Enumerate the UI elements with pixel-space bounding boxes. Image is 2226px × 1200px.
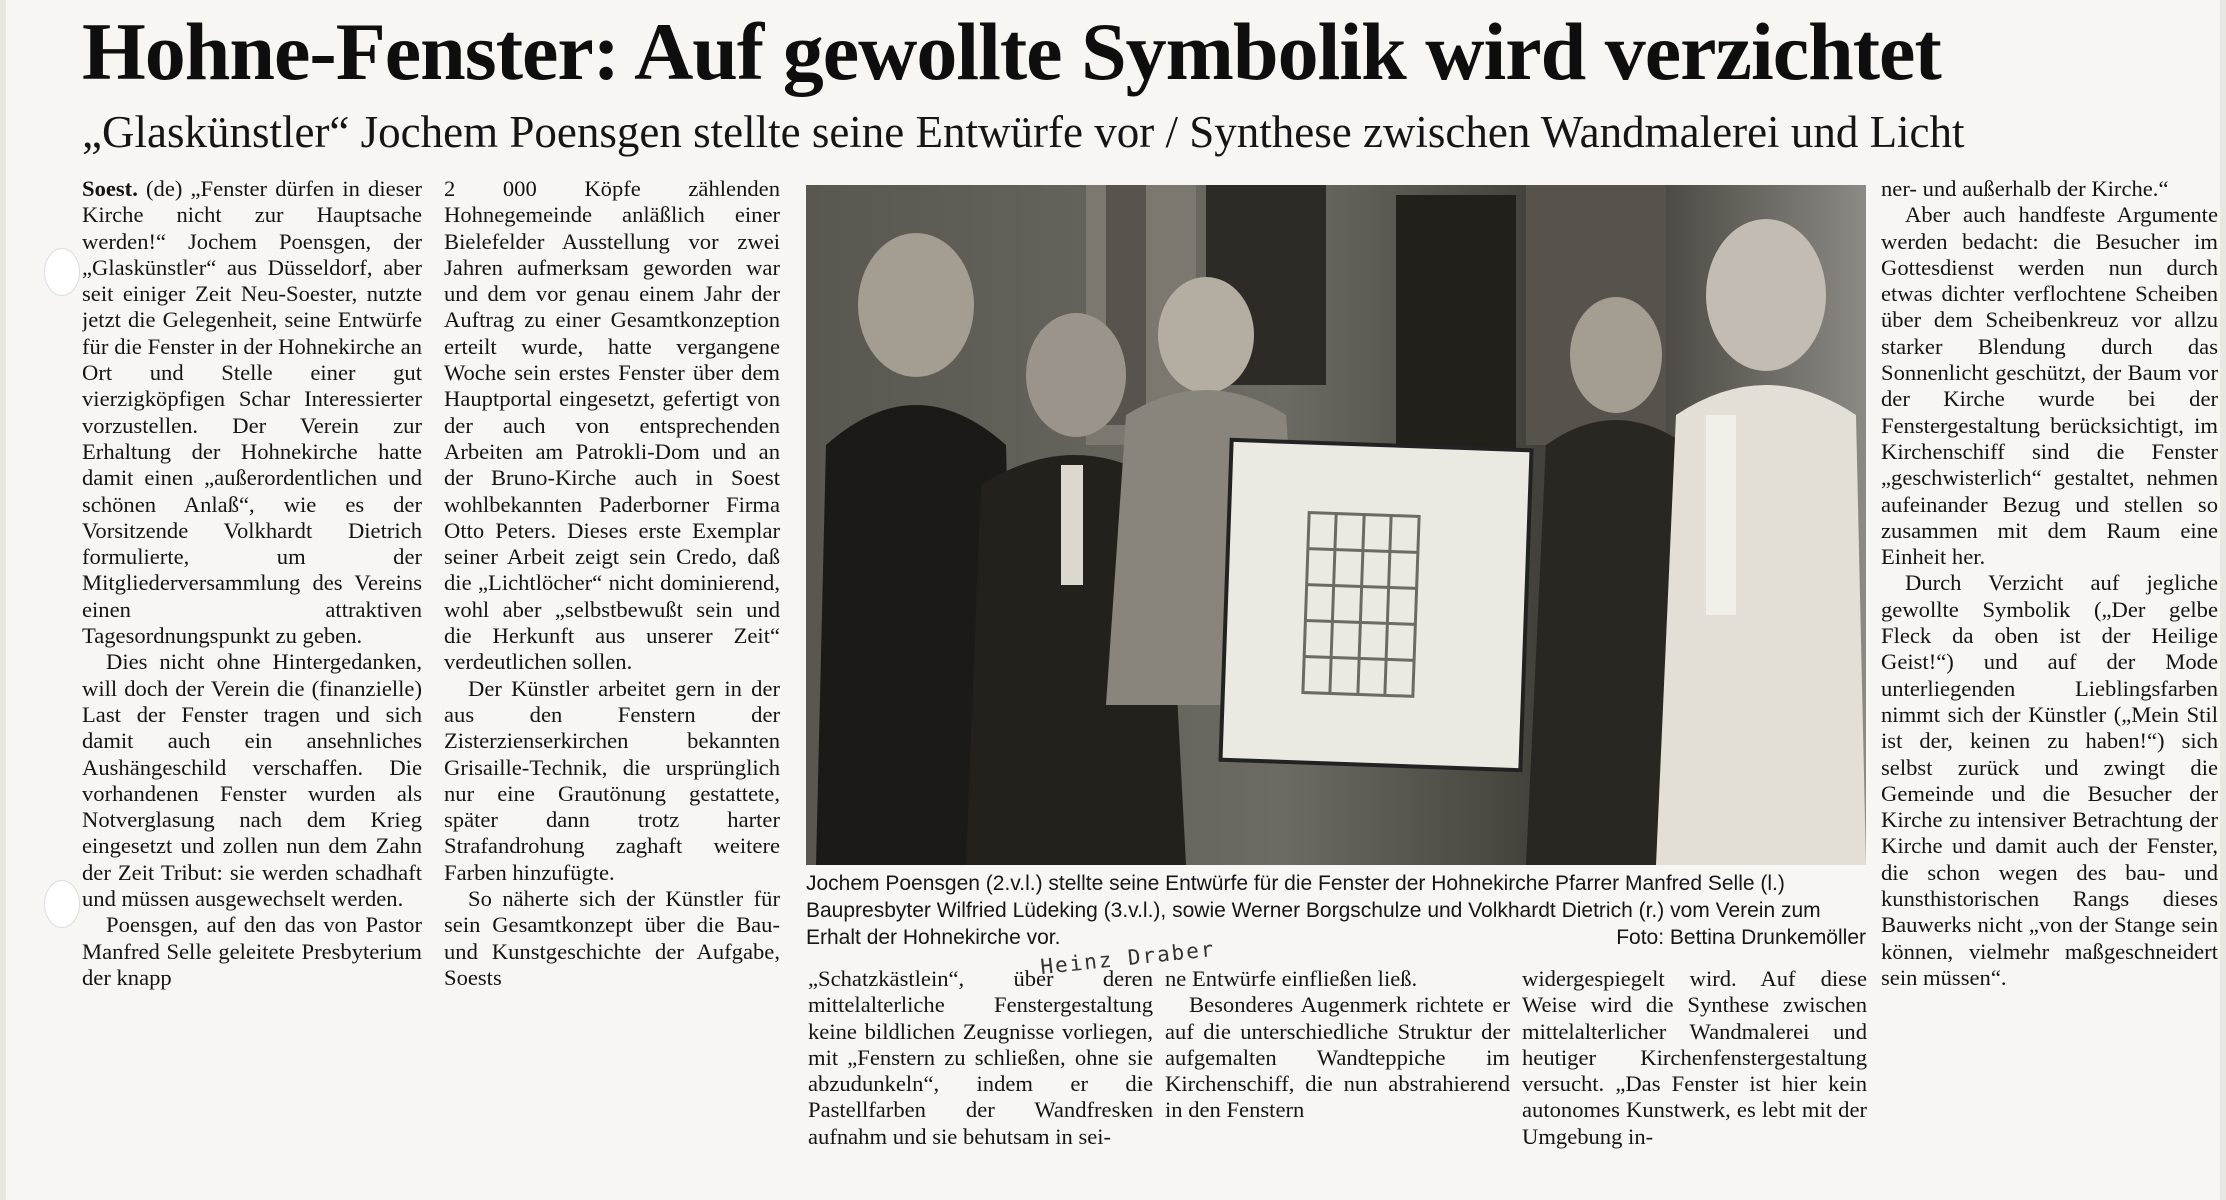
photo-credit: Foto: Bettina Drunkemöller <box>1616 926 1866 949</box>
article-column-1 <box>82 176 422 1186</box>
paragraph: Durch Verzicht auf jegliche gewollte Symbolik („Der gelbe Fleck da oben ist der Heilige Geist!“) und auf der Mode unterliegenden Lieblingsfarben nimmt sich der Künstler („Mein Stil ist der, keinen zu haben!“) sich selbst zurück und zwingt die Gemeinde und die Besucher der Kirche zu intensiver Betrachtung der Kirche und damit auch der Fenster, die schon wegen des bau- und kunsthistorischen Rangs dieses Bauwerks nicht „von der Stange sein können, vielmehr maßgeschneidert sein müssen“. <box>1881 570 2218 990</box>
article-column-6 <box>1881 176 2218 1186</box>
handwritten-note: Heinz Draber <box>1039 936 1217 980</box>
article-column-2 <box>444 176 780 1186</box>
right-edge <box>2220 0 2226 1200</box>
dateline: Soest. <box>82 176 138 201</box>
paragraph <box>82 176 422 649</box>
article-column-3 <box>808 966 1153 1186</box>
subheadline: „Glaskünstler“ Jochem Poensgen stellte seine Entwürfe vor / Synthese zwischen Wandmalerei und Licht <box>82 107 1965 157</box>
paragraph: Aber auch handfeste Argumente werden bedacht: die Besucher im Gottesdienst werden nun durch etwas dichter verflochtene Scheiben über dem Scheibenkreuz vor allzu starker Blendung durch das Sonnenlicht geschützt, der Baum vor der Kirche wurde bei der Fenstergestaltung berücksichtigt, im Kirchenschiff sind die Fenster „geschwisterlich“ gestaltet, nehmen aufeinander Bezug und stellen so zusammen mit dem Raum eine Einheit her. <box>1881 202 2218 570</box>
paragraph-text: (de) „Fenster dürfen in dieser Kirche nicht zur Hauptsache werden!“ Jochem Poensgen, der „Glaskünstler“ aus Düsseldorf, aber seit einiger Zeit Neu-Soester, nutzte jetzt die Gelegenheit, seine Entwürfe für die Fenster in der Hohnekirche an Ort und Stelle einer gut vierzigköpfigen Schar Interessierter vorzustellen. Der Verein zur Erhaltung der Hohnekirche hatte damit einen „außerordentlichen und schönen Anlaß“, wie es der Vorsitzende Volkhardt Dietrich formulierte, um der Mitgliederversammlung des Vereins einen attraktiven Tagesordnungspunkt zu geben. <box>82 176 422 649</box>
photo-caption <box>806 870 1866 951</box>
left-edge <box>0 0 6 1200</box>
paragraph: Dies nicht ohne Hintergedanken, will doch der Verein die (finanzielle) Last der Fenster tragen und sich damit auch ein ansehnliches Aushängeschild verschaffen. Die vorhandenen Fenster wurden als Notverglasung nach dem Krieg eingesetzt und zollen nun dem Zahn der Zeit Tribut: sie werden schadhaft und müssen ausgewechselt werden. <box>82 649 422 912</box>
paragraph: So näherte sich der Künstler für sein Gesamtkonzept über die Bau- und Kunstgeschichte der Aufgabe, Soests <box>444 886 780 990</box>
caption-text: Jochem Poensgen (2.v.l.) stellte seine Entwürfe für die Fenster der Hohnekirche Pfarrer Manfred Selle (l.) Baupresbyter Wilfried Lüdeking (3.v.l.), sowie Werner Borgschulze und Volkhardt Dietrich (r.) vom Verein zum Erhalt der Hohnekirche vor. <box>806 872 1821 949</box>
punch-hole-top <box>44 248 80 296</box>
article-photo <box>806 185 1866 865</box>
paragraph: 2 000 Köpfe zählenden Hohnegemeinde anläßlich einer Bielefelder Ausstellung vor zwei Jahren aufmerksam geworden war und dem vor genau einem Jahr der Auftrag zu einer Gesamtkonzeption erteilt wurde, hatte vergangene Woche sein erstes Fenster über dem Hauptportal eingesetzt, gefertigt von der auch von entsprechenden Arbeiten am Patrokli-Dom und an der Bruno-Kirche auch in Soest wohlbekannten Paderborner Firma Otto Peters. Dieses erste Exemplar seiner Arbeit zeigt sein Credo, daß die „Lichtlöcher“ nicht dominierend, wohl aber „selbstbewußt sein und die Herkunft aus unserer Zeit“ verdeutlichen sollen. <box>444 176 780 675</box>
article-column-5 <box>1522 966 1867 1186</box>
article-column-4 <box>1165 966 1510 1186</box>
headline: Hohne-Fenster: Auf gewollte Symbolik wird verzichtet <box>82 6 1941 97</box>
paragraph: „Schatzkästlein“, über deren mittelalterliche Fenstergestaltung keine bildlichen Zeugnisse vorliegen, mit „Fenstern zu schließen, ohne sie abzudunkeln“, indem er die Pastellfarben der Wandfresken aufnahm und sie behutsam in sei- <box>808 966 1153 1149</box>
paragraph: widergespiegelt wird. Auf diese Weise wird die Synthese zwischen mittelalterlicher Wandmalerei und heutiger Kirchenfenstergestaltung versucht. „Das Fenster ist hier kein autonomes Kunstwerk, es lebt mit der Umgebung in- <box>1522 966 1867 1149</box>
paragraph: Poensgen, auf den das von Pastor Manfred Selle geleitete Presbyterium der knapp <box>82 912 422 990</box>
punch-hole-bottom <box>44 880 80 928</box>
photo-image <box>806 185 1866 865</box>
paragraph: ne Entwürfe einfließen ließ. <box>1165 966 1418 991</box>
paragraph: ner- und außerhalb der Kirche.“ <box>1881 176 2169 201</box>
paragraph: Der Künstler arbeitet gern in der aus den Fenstern der Zisterzienserkirchen bekannten Grisaille-Technik, die ursprünglich nur eine Grautönung gestattete, später dann trotz harter Strafandrohung zaghaft weitere Farben hinzufügte. <box>444 675 780 885</box>
paragraph: Besonderes Augenmerk richtete er auf die unterschiedliche Struktur der aufgemalten Wandteppiche im Kirchenschiff, die nun abstrahierend in den Fenstern <box>1165 992 1510 1123</box>
